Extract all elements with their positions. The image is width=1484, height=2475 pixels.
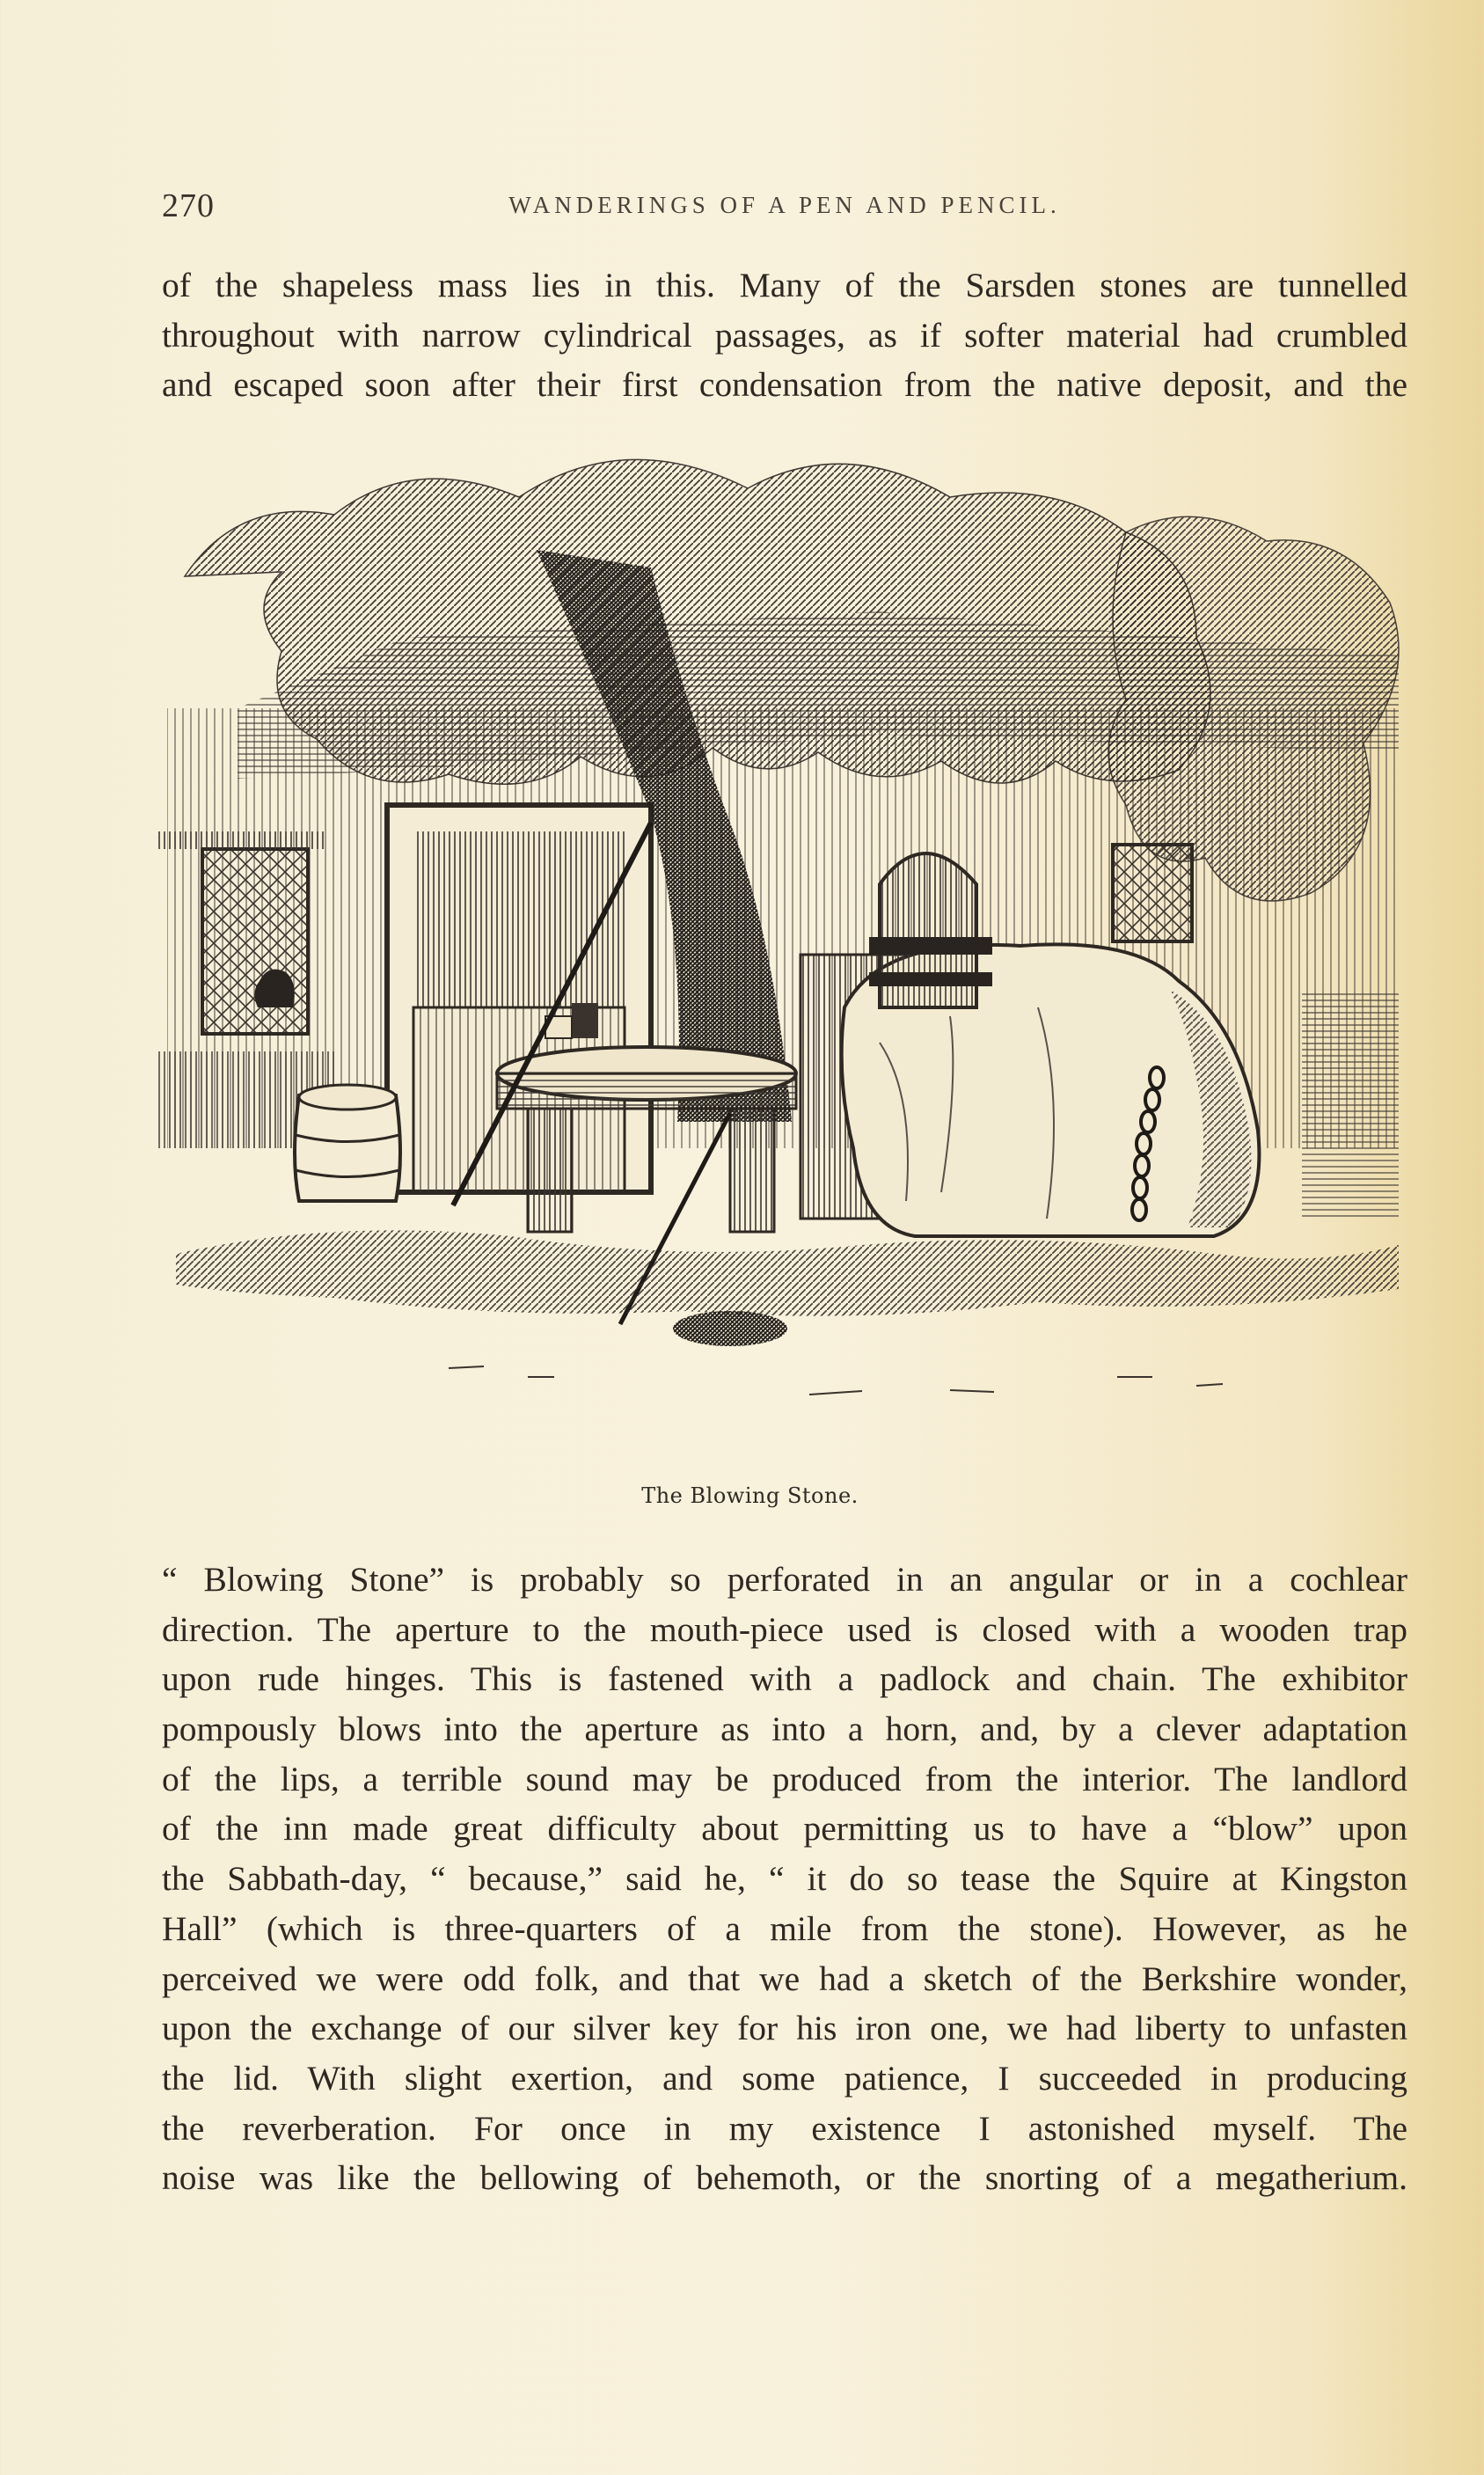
text-line: upon rude hinges. This is fastened with a padlock and chain. The exhibitor xyxy=(162,1659,1407,1699)
text-line: direction. The aperture to the mouth-piece used is closed with a wooden trap xyxy=(162,1609,1407,1649)
ground-stone xyxy=(673,1311,787,1346)
text-line: throughout with narrow cylindrical passages, as if softer material had crumbled xyxy=(162,315,1407,355)
text-line: the Sabbath-day, “ because,” said he, “ it do so tease the Squire at Kingston xyxy=(162,1859,1407,1899)
right-window xyxy=(1113,845,1192,941)
wooden-fence xyxy=(1302,990,1399,1219)
running-header xyxy=(162,187,1407,225)
doorway-interior xyxy=(413,831,625,1007)
text-line: “ Blowing Stone” is probably so perforated in an angular or in a cochlear xyxy=(162,1560,1407,1599)
text-line: of the lips, a terrible sound may be produced from the interior. The landlord xyxy=(162,1759,1407,1798)
text-line: pompously blows into the aperture as into a horn, and, by a clever adaptation xyxy=(162,1710,1407,1749)
top-paragraph xyxy=(162,260,1407,410)
bottom-paragraph xyxy=(162,1555,1407,2203)
text-line: the lid. With slight exertion, and some patience, I succeeded in producing xyxy=(162,2058,1407,2098)
text-line: noise was like the bellowing of behemoth, or the snorting of a megatherium. xyxy=(162,2158,1407,2198)
text-line: upon the exchange of our silver key for his iron one, we had liberty to unfasten xyxy=(162,2009,1407,2048)
ground xyxy=(176,1230,1399,1315)
figure-caption: The Blowing Stone. xyxy=(641,1483,859,1508)
barrel xyxy=(295,1085,400,1201)
text-line: Hall” (which is three-quarters of a mile from the stone). However, as he xyxy=(162,1908,1407,1948)
text-line: of the shapeless mass lies in this. Many of the Sarsden stones are tunnelled xyxy=(162,266,1407,304)
blowing-stone-engraving xyxy=(158,444,1407,1465)
text-line: and escaped soon after their first condensation from the native deposit, and the xyxy=(162,365,1407,404)
text-line: of the inn made great difficulty about permitting us to have a “blow” upon xyxy=(162,1809,1407,1849)
text-line: perceived we were odd folk, and that we had a sketch of the Berkshire wonder, xyxy=(162,1959,1407,1998)
running-title: WANDERINGS OF A PEN AND PENCIL. xyxy=(508,192,1061,218)
page-number: 270 xyxy=(162,187,215,224)
text-line: the reverberation. For once in my existence I astonished myself. The xyxy=(162,2108,1407,2148)
